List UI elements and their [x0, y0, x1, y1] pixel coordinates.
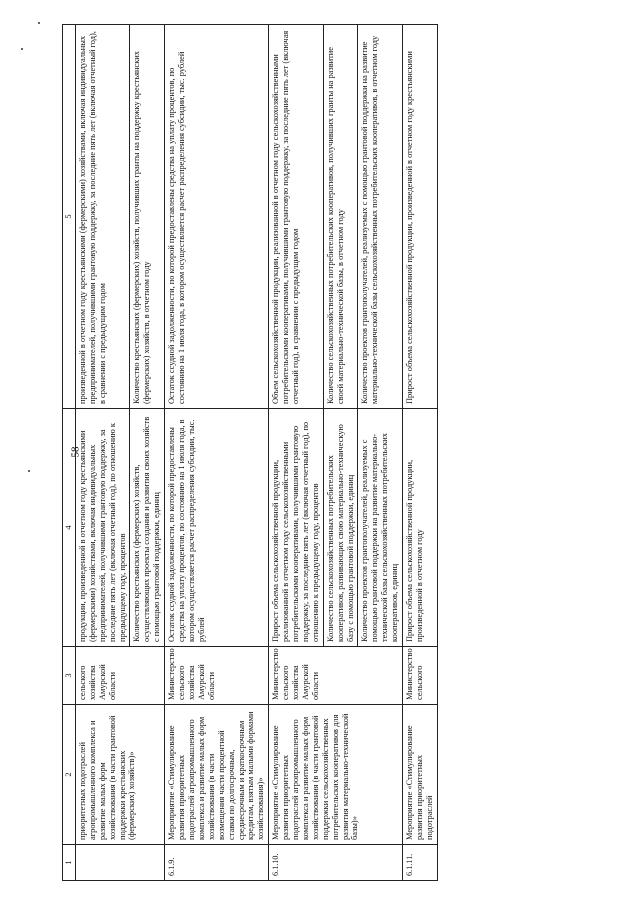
method-cell: Количество крестьянских (фермерских) хозяйств, получивших гранты на поддержку крестьянских (фермерских) хозяйств, в отчетном году	[130, 25, 165, 409]
executor-cell: Министерство сельского хозяйства Амурской области	[269, 647, 403, 705]
scan-speck	[21, 48, 23, 50]
column-header: 2	[63, 705, 76, 845]
table-body	[63, 25, 438, 881]
table-row	[165, 25, 269, 881]
row-number	[75, 845, 164, 881]
method-cell: произведенной в отчетном году крестьянскими (фермерскими) хозяйствами, включая индивидуальных предпринимателей, получившими грантовую поддержку, за последние пять лет (включая отчетный год), в сравнении с предыдущим годом	[75, 25, 130, 409]
scan-speck	[38, 22, 40, 24]
rotated-table-wrapper	[62, 25, 578, 881]
row-number: 6.1.10.	[269, 845, 403, 881]
scan-speck	[28, 470, 30, 472]
header-row	[63, 25, 76, 881]
column-header: 5	[63, 25, 76, 409]
column-header: 1	[63, 845, 76, 881]
row-number: 6.1.11.	[403, 845, 438, 881]
method-cell: Объем сельскохозяйственной продукции, реализованной в отчетном году сельскохозяйственными потребительскими кооперативами, получившими грантовую поддержку, за последние пять лет (включая отчетный год), в сравнении с предыдущим годом	[269, 25, 324, 409]
executor-cell: Министерство сельского хозяйства Амурской области	[165, 647, 269, 705]
column-header: 3	[63, 647, 76, 705]
table-row	[269, 25, 324, 881]
indicator-cell: Количество сельскохозяйственных потребительских кооперативов, развивающих свою материально-техническую базу с помощью грантовой поддержки, единиц	[323, 409, 358, 647]
executor-cell: Министерство сельского	[403, 647, 438, 705]
column-header: 4	[63, 409, 76, 647]
executor-cell: сельского хозяйства Амурской области	[75, 647, 164, 705]
method-cell: Остаток ссудной задолженности, по которой предоставлены средства на уплату процентов, по состоянию на 1 июля года, в котором осуществляется расчет распределения субсидии, тыс. рублей	[165, 25, 269, 409]
method-cell: Количество проектов грантополучателей, реализуемых с помощью грантовой поддержки на развитие материально-технической базы сельскохозяйственных потребительских кооперативов, в отчетном году	[358, 25, 403, 409]
page-number: 58	[69, 446, 82, 458]
activity-cell: Мероприятие «Стимулирование развития приоритетных подотраслей агропромышленного комплекса и развитие малых форм хозяйствования (в части грантовой поддержки сельскохозяйственных потребительских кооперативов для развития материально-технической базы)»	[269, 705, 403, 845]
table-row	[75, 25, 130, 881]
method-cell: Прирост объема сельскохозяйственной продукции, произведенной в отчетном году крестьянскими	[403, 25, 438, 409]
indicators-table	[62, 24, 438, 881]
indicator-cell: Количество крестьянских (фермерских) хозяйств, осуществляющих проекты создания и развития своих хозяйств с помощью грантовой поддержки, единиц	[130, 409, 165, 647]
method-cell: Количество сельскохозяйственных потребительских кооперативов, получивших гранты на развитие своей материально-технической базы, в отчетном году	[323, 25, 358, 409]
indicator-cell: продукции, произведенной в отчетном году крестьянскими (фермерскими) хозяйствами, включая индивидуальных предпринимателей, получившими грантовую поддержку, за последние пять лет (включая отчетный год), по отношению к предыдущему году, процентов	[75, 409, 130, 647]
indicator-cell: Прирост объема сельскохозяйственной продукции, произведенной в отчетном году	[403, 409, 438, 647]
table-row	[403, 25, 438, 881]
activity-cell: приоритетных подотраслей агропромышленного комплекса и развитие малых форм хозяйствования (в части грантовой поддержки крестьянских (фермерских) хозяйств)»	[75, 705, 164, 845]
indicator-cell: Прирост объема сельскохозяйственной продукции, реализованной в отчетном году сельскохозяйственными потребительскими кооперативами, получившими грантовую поддержку, за последние пять лет (включая отчетный год), по отношению к предыдущему году, процентов	[269, 409, 324, 647]
row-number: 6.1.9.	[165, 845, 269, 881]
activity-cell: Мероприятие «Стимулирование развития приоритетных подотраслей	[403, 705, 438, 845]
indicator-cell: Остаток ссудной задолженности, по которой предоставлены средства на уплату процентов, по состоянию на 1 июля года, в котором осуществляется расчет распределения субсидии, тыс. рублей	[165, 409, 269, 647]
indicator-cell: Количество проектов грантополучателей, реализуемых с помощью грантовой поддержки на развитие материально-технической базы сельскохозяйственных потребительских кооперативов, единиц	[358, 409, 403, 647]
activity-cell: Мероприятие «Стимулирование развития приоритетных подотраслей агропромышленного комплекса и развитие малых форм хозяйствования (в части возмещения части процентной ставки по долгосрочным, среднесрочным и краткосрочным кредитам, взятым малыми формами хозяйствования)»	[165, 705, 269, 845]
